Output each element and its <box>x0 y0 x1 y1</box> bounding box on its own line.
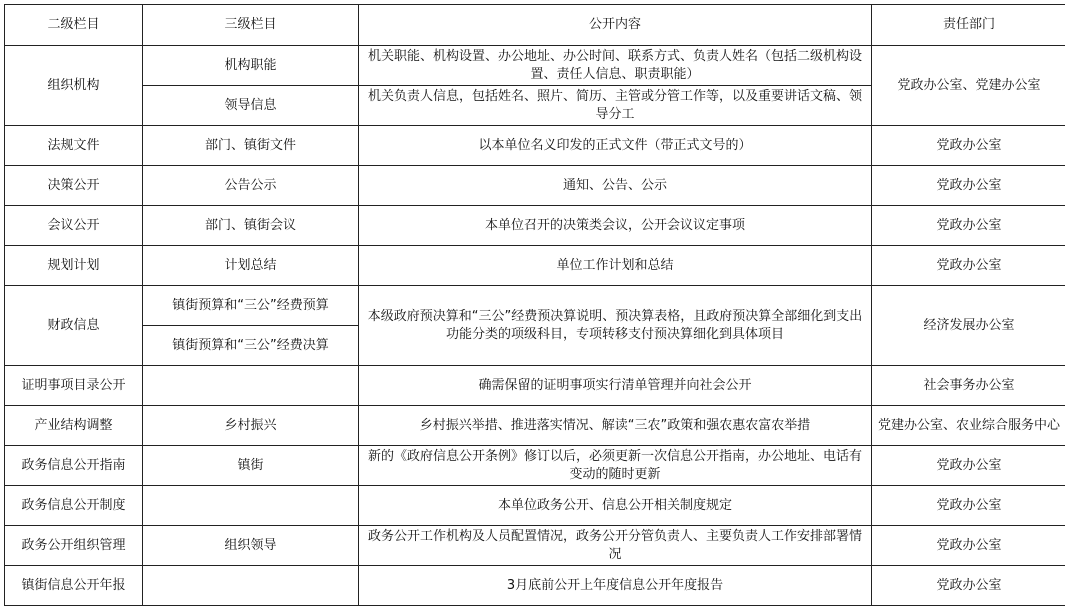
level2-cell: 产业结构调整 <box>5 406 143 446</box>
level3-cell: 公告公示 <box>143 166 359 206</box>
level3-cell: 部门、镇街文件 <box>143 126 359 166</box>
level3-cell: 部门、镇街会议 <box>143 206 359 246</box>
department-cell: 党政办公室 <box>872 246 1065 286</box>
level3-cell: 镇街预算和“三公”经费决算 <box>143 326 359 366</box>
disclosure-table <box>4 4 1065 606</box>
table-row <box>5 166 1065 206</box>
level2-cell: 证明事项目录公开 <box>5 366 143 406</box>
level3-cell: 乡村振兴 <box>143 406 359 446</box>
department-cell: 党建办公室、农业综合服务中心 <box>872 406 1065 446</box>
table-row <box>5 206 1065 246</box>
content-cell: 通知、公告、公示 <box>359 166 872 206</box>
content-cell: 机关负责人信息，包括姓名、照片、简历、主管或分管工作等，以及重要讲话文稿、领导分工 <box>359 86 872 126</box>
table-row <box>5 446 1065 486</box>
level2-cell: 政务信息公开指南 <box>5 446 143 486</box>
content-cell: 机关职能、机构设置、办公地址、办公时间、联系方式、负责人姓名（包括二级机构设置、责任人信息、职责职能） <box>359 46 872 86</box>
level2-cell: 镇街信息公开年报 <box>5 566 143 606</box>
table-row <box>5 126 1065 166</box>
table-row <box>5 246 1065 286</box>
table-row <box>5 566 1065 606</box>
table-row <box>5 286 1065 326</box>
table-header-row <box>5 5 1065 46</box>
content-cell: 单位工作计划和总结 <box>359 246 872 286</box>
department-cell: 社会事务办公室 <box>872 366 1065 406</box>
level3-cell <box>143 486 359 526</box>
content-cell: 确需保留的证明事项实行清单管理并向社会公开 <box>359 366 872 406</box>
level2-cell: 政务信息公开制度 <box>5 486 143 526</box>
department-cell: 党政办公室 <box>872 206 1065 246</box>
level3-cell <box>143 566 359 606</box>
department-cell: 党政办公室、党建办公室 <box>872 46 1065 126</box>
department-cell: 党政办公室 <box>872 166 1065 206</box>
content-cell: 政务公开工作机构及人员配置情况，政务公开分管负责人、主要负责人工作安排部署情况 <box>359 526 872 566</box>
content-cell: 3月底前公开上年度信息公开年度报告 <box>359 566 872 606</box>
department-cell: 党政办公室 <box>872 566 1065 606</box>
header-department: 责任部门 <box>872 5 1065 46</box>
table-row <box>5 46 1065 86</box>
table-row <box>5 406 1065 446</box>
content-cell: 本单位召开的决策类会议，公开会议议定事项 <box>359 206 872 246</box>
level3-cell <box>143 366 359 406</box>
header-level3: 三级栏目 <box>143 5 359 46</box>
level2-cell: 决策公开 <box>5 166 143 206</box>
level2-cell: 规划计划 <box>5 246 143 286</box>
level2-cell: 政务公开组织管理 <box>5 526 143 566</box>
level2-cell: 财政信息 <box>5 286 143 366</box>
level2-cell: 法规文件 <box>5 126 143 166</box>
department-cell: 党政办公室 <box>872 126 1065 166</box>
header-content: 公开内容 <box>359 5 872 46</box>
content-cell: 本级政府预决算和“三公”经费预决算说明、预决算表格，且政府预决算全部细化到支出功能分类的项级科目，专项转移支付预决算细化到具体项目 <box>359 286 872 366</box>
level3-cell: 计划总结 <box>143 246 359 286</box>
level3-cell: 领导信息 <box>143 86 359 126</box>
level3-cell: 组织领导 <box>143 526 359 566</box>
content-cell: 乡村振兴举措、推进落实情况、解读“三农”政策和强农惠农富农举措 <box>359 406 872 446</box>
level3-cell: 镇街 <box>143 446 359 486</box>
department-cell: 经济发展办公室 <box>872 286 1065 366</box>
department-cell: 党政办公室 <box>872 486 1065 526</box>
department-cell: 党政办公室 <box>872 446 1065 486</box>
table-row <box>5 486 1065 526</box>
content-cell: 以本单位名义印发的正式文件（带正式文号的） <box>359 126 872 166</box>
content-cell: 新的《政府信息公开条例》修订以后，必须更新一次信息公开指南，办公地址、电话有变动的随时更新 <box>359 446 872 486</box>
content-cell: 本单位政务公开、信息公开相关制度规定 <box>359 486 872 526</box>
level3-cell: 镇街预算和“三公”经费预算 <box>143 286 359 326</box>
level2-cell: 组织机构 <box>5 46 143 126</box>
level2-cell: 会议公开 <box>5 206 143 246</box>
header-level2: 二级栏目 <box>5 5 143 46</box>
level3-cell: 机构职能 <box>143 46 359 86</box>
table-row <box>5 526 1065 566</box>
department-cell: 党政办公室 <box>872 526 1065 566</box>
table-row <box>5 366 1065 406</box>
